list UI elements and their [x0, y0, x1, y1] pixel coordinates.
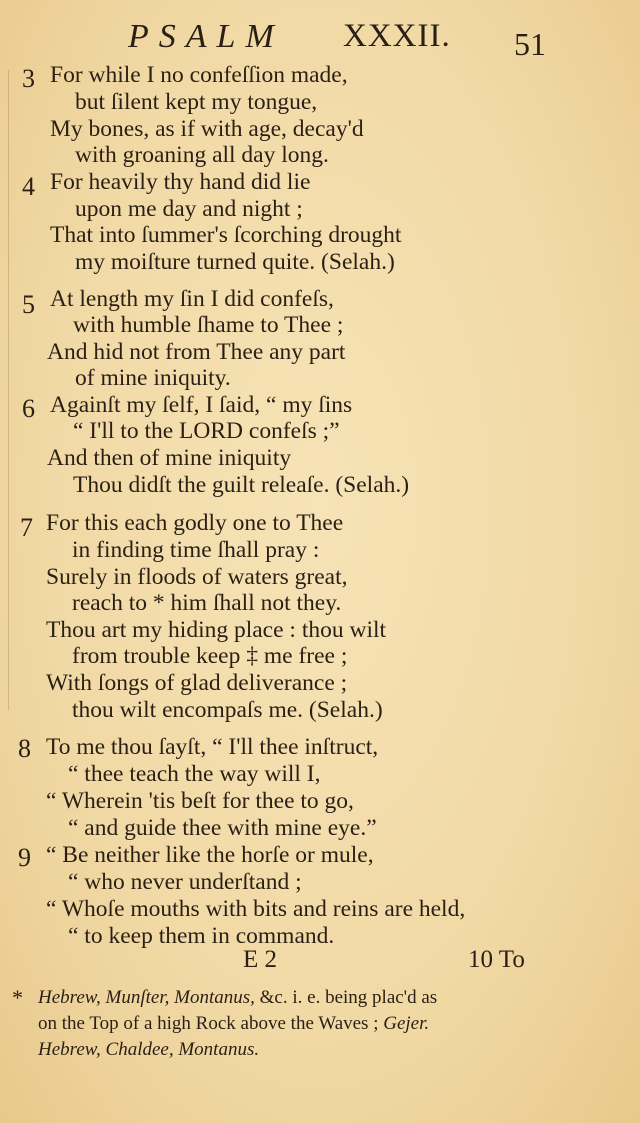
verse-line: “ and guide thee with mine eye.”: [68, 815, 377, 841]
verse-line: “ Whoſe mouths with bits and reins are held,: [46, 896, 466, 922]
verse-line: With ſongs of glad deliverance ;: [46, 670, 348, 696]
verse-line: with groaning all day long.: [75, 142, 329, 168]
catchword: 10 To: [468, 946, 525, 973]
running-header: [0, 14, 640, 62]
verse-line: And then of mine iniquity: [47, 445, 292, 471]
verse-number: 4: [22, 172, 35, 201]
verse-number: 8: [18, 734, 31, 763]
verse-line: but ſilent kept my tongue,: [75, 89, 318, 115]
footnote-line-2: [38, 1013, 429, 1035]
verse-line: “ Wherein 'tis beſt for thee to go,: [46, 788, 354, 814]
verse-line: from trouble keep ‡ me free ;: [72, 643, 348, 669]
verse-line: of mine iniquity.: [75, 365, 231, 391]
verse-number: 9: [18, 843, 31, 872]
page-number: 51: [514, 26, 546, 62]
header-title: PSALM: [128, 18, 284, 55]
verse-number: 6: [22, 394, 35, 423]
verse-line: For heavily thy hand did lie: [50, 169, 311, 195]
page-margin-shadow: [8, 70, 9, 710]
verse-line: To me thou ſayſt, “ I'll thee inſtruct,: [46, 734, 379, 760]
verse-number: 3: [22, 64, 35, 93]
verse-line: thou wilt encompaſs me. (Selah.): [72, 697, 383, 723]
footnote-marker: *: [12, 985, 23, 1010]
footnote-text: on the Top of a high Rock above the Waves ;: [38, 1013, 379, 1034]
verse-number: 7: [20, 513, 33, 542]
verse-line: Againſt my ſelf, I ſaid, “ my ſins: [50, 392, 353, 418]
verse-line: “ Be neither like the horſe or mule,: [46, 842, 374, 868]
verse-line: For while I no confeſſion made,: [50, 62, 348, 88]
verse-line: “ who never underſtand ;: [68, 869, 302, 895]
verse-line: “ I'll to the LORD confeſs ;”: [73, 418, 340, 444]
footnote-source: Gejer.: [383, 1013, 430, 1034]
verse-line: That into ſummer's ſcorching drought: [50, 222, 402, 248]
verse-line: Thou art my hiding place : thou wilt: [46, 617, 387, 643]
footnote-sources: Hebrew, Munſter, Montanus,: [38, 987, 255, 1008]
footnote-line-3: [38, 1039, 259, 1061]
verse-line: “ to keep them in command.: [68, 923, 335, 949]
verse-line: Surely in floods of waters great,: [46, 564, 348, 590]
signature-mark: E 2: [243, 946, 278, 973]
verse-line: And hid not from Thee any part: [47, 339, 346, 365]
footnote-line-1: [38, 987, 437, 1009]
footnote-sources: Hebrew, Chaldee, Montanus.: [38, 1039, 260, 1060]
verse-line: For this each godly one to Thee: [46, 510, 344, 536]
verse-line: my moiſture turned quite. (Selah.): [75, 249, 395, 275]
psalm-number: XXXII.: [343, 18, 451, 54]
verse-line: with humble ſhame to Thee ;: [73, 312, 344, 338]
verse-line: Thou didſt the guilt releaſe. (Selah.): [73, 472, 410, 498]
verse-line: upon me day and night ;: [75, 196, 303, 222]
footnote-text: &c. i. e. being plac'd as: [259, 987, 438, 1008]
verse-number: 5: [22, 290, 35, 319]
verse-line: “ thee teach the way will I,: [68, 761, 321, 787]
verse-line: in finding time ſhall pray :: [72, 537, 320, 563]
verse-line: reach to * him ſhall not they.: [72, 590, 342, 616]
verse-line: At length my ſin I did confeſs,: [50, 286, 334, 312]
verse-line: My bones, as if with age, decay'd: [50, 116, 364, 142]
